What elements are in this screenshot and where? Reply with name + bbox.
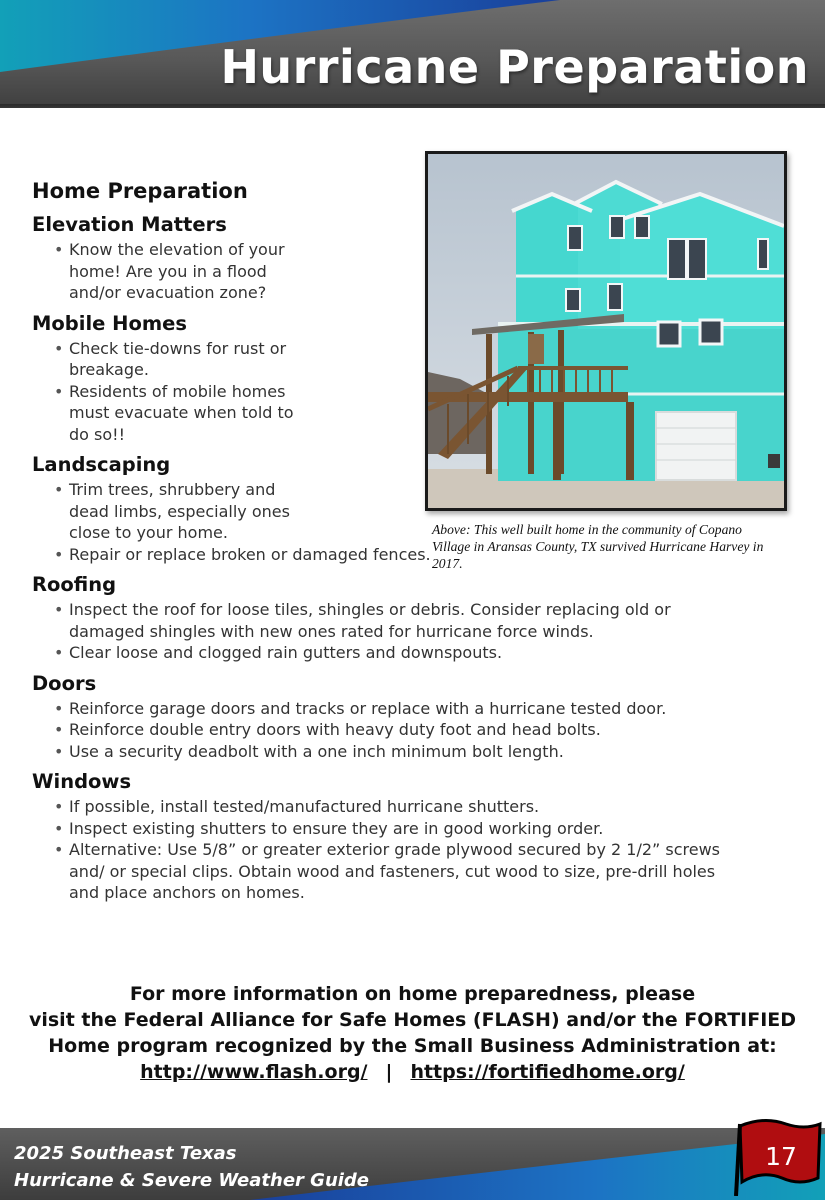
guide-title [14, 1140, 369, 1194]
list-item: • Inspect existing shutters to ensure they are in good working order. [54, 818, 734, 840]
windows-list [54, 796, 802, 904]
home-preparation-heading: Home Preparation [32, 179, 248, 203]
mobile-homes-list [54, 338, 802, 446]
doors-heading: Doors [32, 671, 97, 695]
page-title: Hurricane Preparation [220, 40, 809, 94]
photo-caption: Above: This well built home in the community of Copano Village in Aransas County, TX survived Hurricane Harvey in 2017. [432, 522, 764, 571]
doors-list [54, 698, 802, 763]
page-header [0, 0, 825, 108]
link-separator: | [385, 1061, 393, 1083]
list-item: • Repair or replace broken or damaged fences. [54, 544, 734, 566]
info-line-2: visit the Federal Alliance for Safe Homes (FLASH) and/or the FORTIFIED [28, 1009, 797, 1031]
guide-title-line-1: 2025 Southeast Texas [14, 1143, 237, 1164]
info-line-1: For more information on home preparedness, please [129, 983, 696, 1005]
page-footer [0, 1128, 825, 1200]
list-item: • Use a security deadbolt with a one inch minimum bolt length. [54, 741, 734, 763]
landscaping-heading: Landscaping [32, 453, 171, 476]
elevation-heading: Elevation Matters [32, 213, 227, 236]
list-item: • Trim trees, shrubbery and dead limbs, especially ones close to your home. [54, 479, 309, 544]
elevation-list [54, 239, 802, 304]
roofing-list [54, 599, 802, 664]
info-line-3: Home program recognized by the Small Business Administration at: [48, 1035, 777, 1057]
header-shadow [0, 104, 825, 108]
list-item: • Residents of mobile homes must evacuate when told to do so!! [54, 381, 309, 446]
list-item: • Reinforce garage doors and tracks or replace with a hurricane tested door. [54, 698, 734, 720]
list-item: • Know the elevation of your home! Are you in a flood and/or evacuation zone? [54, 239, 309, 304]
mobile-homes-heading: Mobile Homes [32, 311, 188, 335]
guide-title-line-2: Hurricane & Severe Weather Guide [14, 1170, 370, 1191]
list-item: • Alternative: Use 5/8” or greater exterior grade plywood secured by 2 1/2” screws and/ or special clips. Obtain wood and fasteners, cut wood to size, pre-drill holes and place anchors on homes. [54, 839, 734, 904]
windows-heading: Windows [32, 770, 132, 793]
info-links [20, 1059, 805, 1085]
landscaping-list [54, 479, 802, 565]
roofing-heading: Roofing [32, 573, 117, 596]
list-item: • Clear loose and clogged rain gutters and downspouts. [54, 642, 734, 664]
fortified-link[interactable]: https://fortifiedhome.org/ [410, 1061, 685, 1083]
more-info-block [20, 981, 805, 1085]
list-item: • Check tie-downs for rust or breakage. [54, 338, 309, 381]
list-item: • Reinforce double entry doors with heavy duty foot and head bolts. [54, 719, 734, 741]
flash-link[interactable]: http://www.flash.org/ [140, 1061, 368, 1083]
main-content [32, 176, 802, 910]
list-item: • Inspect the roof for loose tiles, shingles or debris. Consider replacing old or damaged shingles with new ones rated for hurricane force winds. [54, 599, 734, 642]
list-item: • If possible, install tested/manufactured hurricane shutters. [54, 796, 734, 818]
page-number: 17 [765, 1142, 797, 1171]
